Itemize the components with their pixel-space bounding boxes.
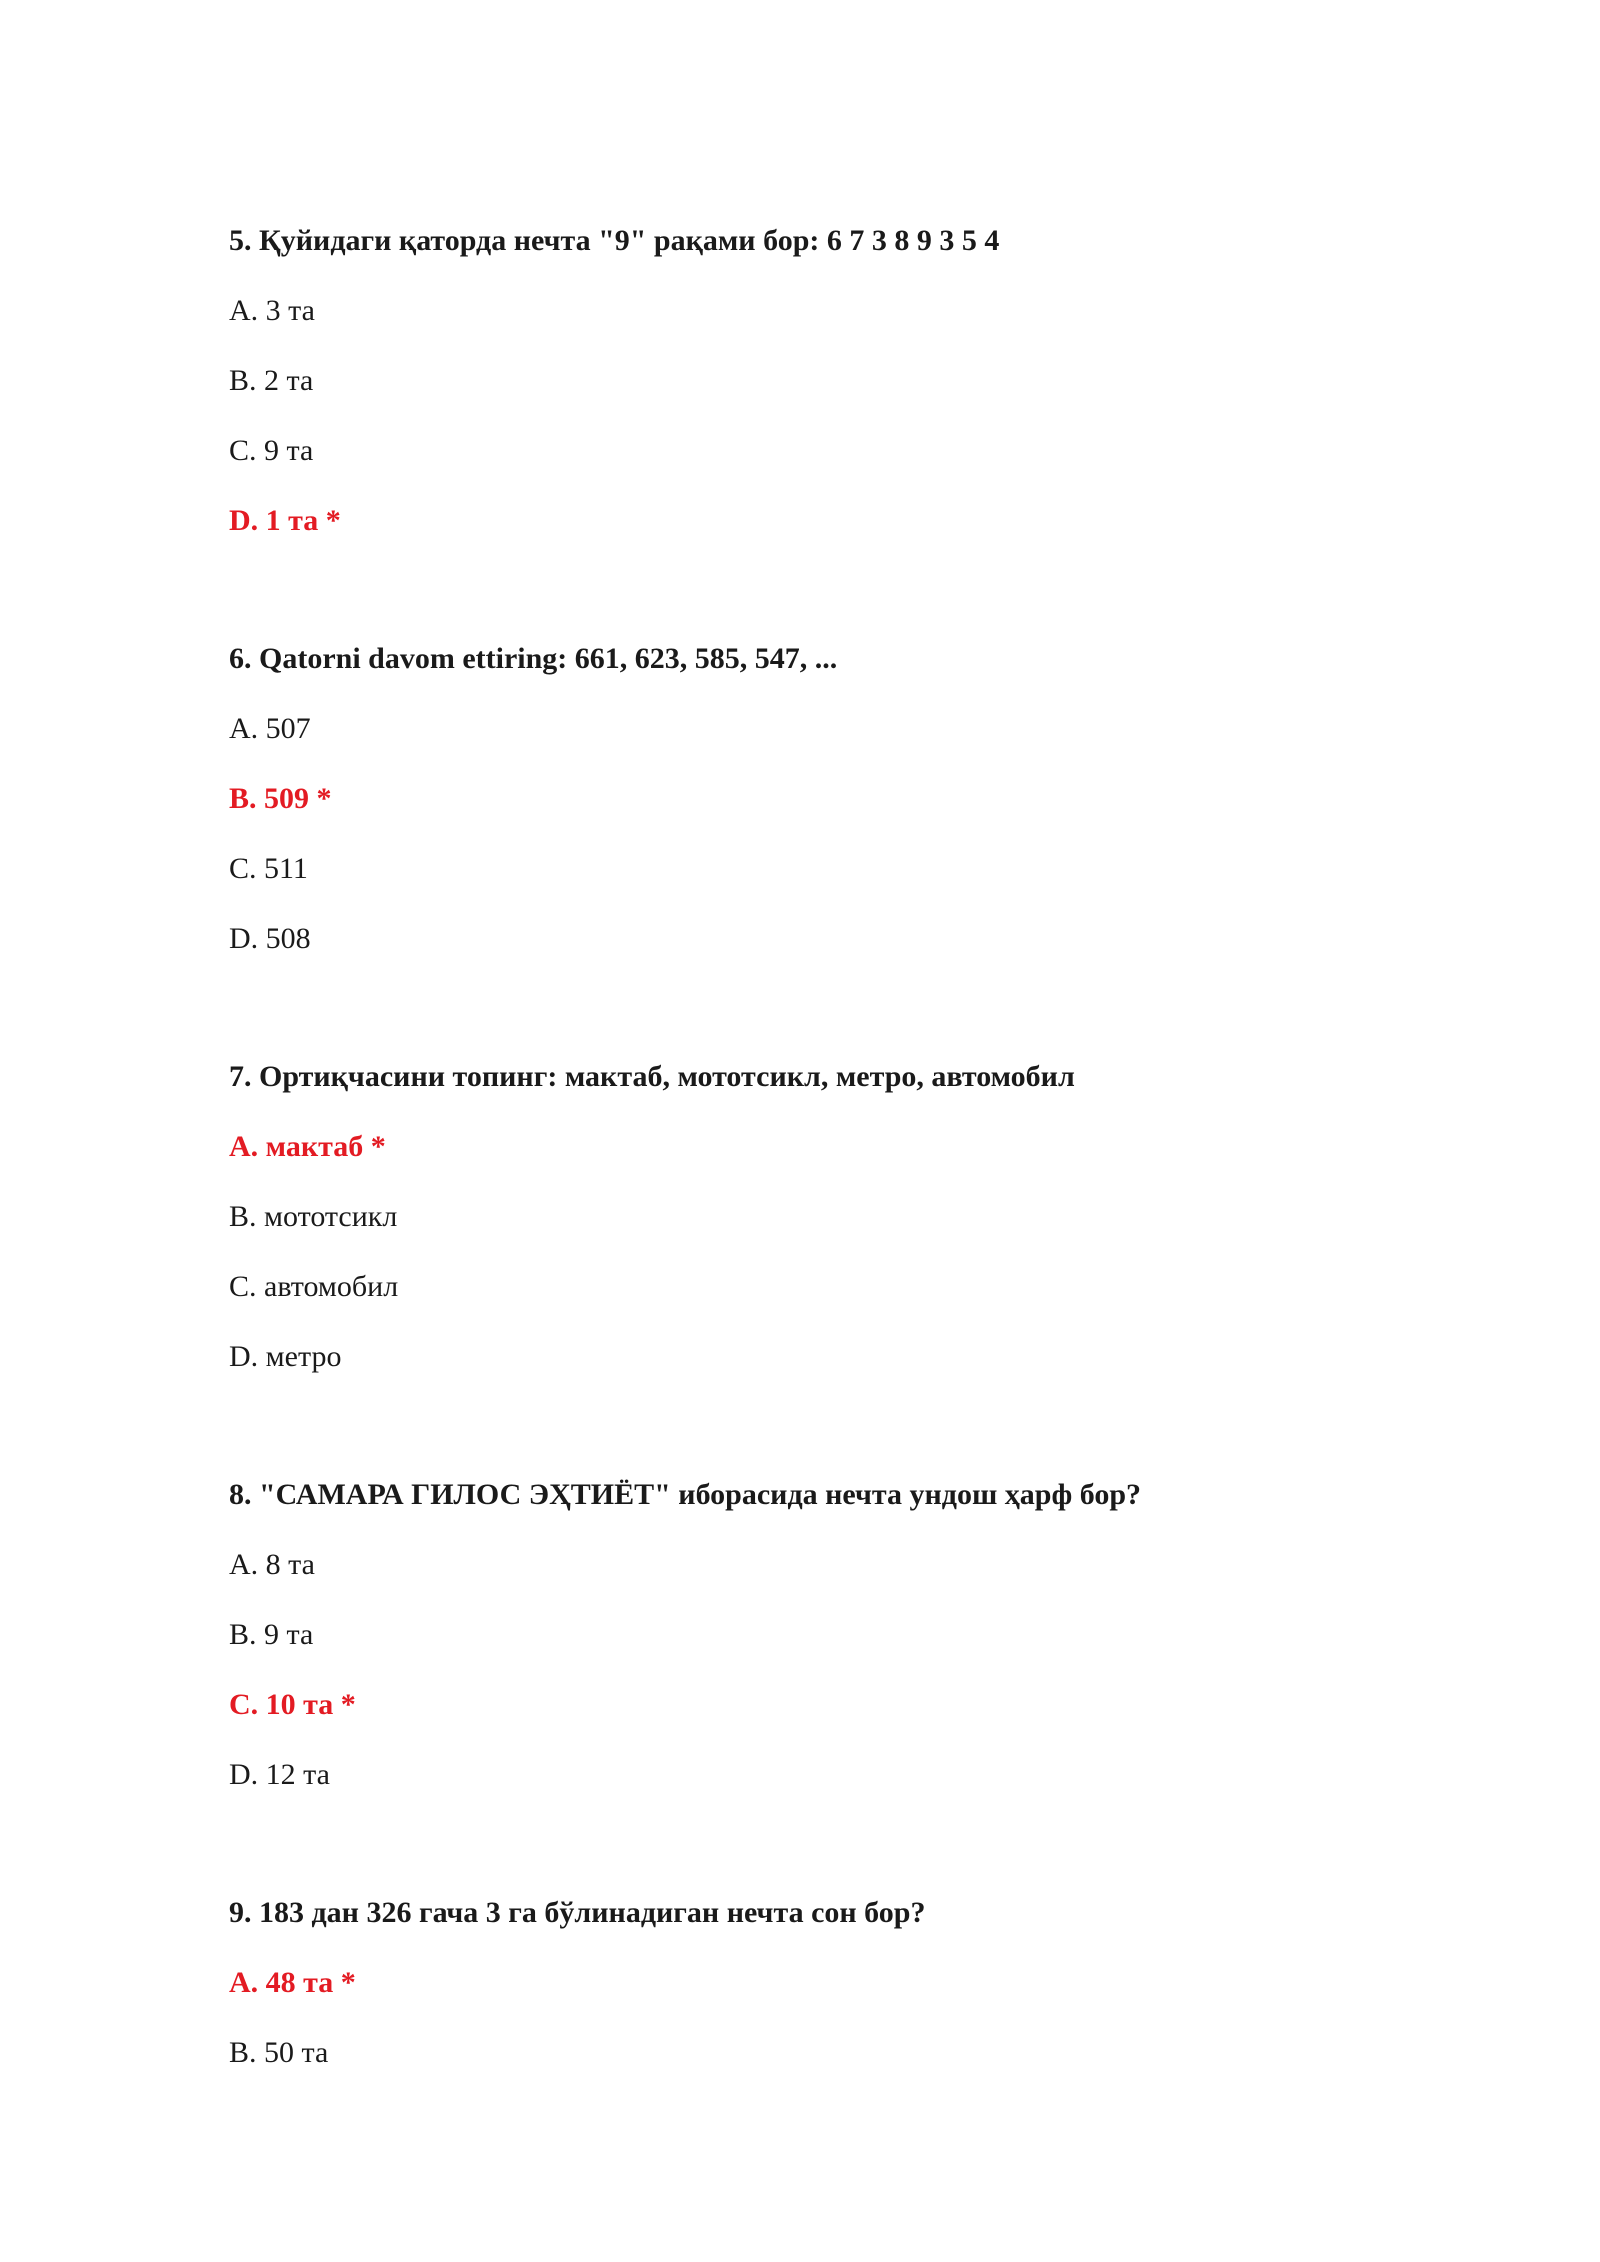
question-text: 6. Qatorni davom ettiring: 661, 623, 585, 547, ... (229, 642, 838, 675)
question-text: 7. Ортиқчасини топинг: мактаб, мототсикл, метро, автомобил (229, 1060, 1075, 1093)
option-b: B. мототсикл (229, 1200, 398, 1233)
option-c-correct: C. 10 та * (229, 1688, 356, 1721)
option-c: C. 511 (229, 852, 308, 885)
question-text: 8. "САМАРА ГИЛОС ЭҲТИЁТ" иборасида нечта ундош ҳарф бор? (229, 1478, 1142, 1511)
option-b: B. 9 та (229, 1618, 314, 1651)
question-5 (229, 223, 1429, 573)
question-7 (229, 1059, 1429, 1409)
option-b: B. 2 та (229, 364, 314, 397)
option-c: C. 9 та (229, 434, 314, 467)
option-a: A. 8 та (229, 1548, 315, 1581)
question-9 (229, 1895, 1429, 2105)
question-text: 9. 183 дан 326 гача 3 га бўлинадиган нечта сон бор? (229, 1896, 926, 1929)
option-c: C. автомобил (229, 1270, 399, 1303)
option-a: A. 3 та (229, 294, 315, 327)
option-d: D. 508 (229, 922, 311, 955)
option-d: D. метро (229, 1340, 342, 1373)
option-a-correct: A. 48 та * (229, 1966, 356, 1999)
question-6 (229, 641, 1429, 991)
question-8 (229, 1477, 1429, 1827)
option-b-correct: B. 509 * (229, 782, 332, 815)
option-a-correct: A. мактаб * (229, 1130, 386, 1163)
option-a: A. 507 (229, 712, 311, 745)
question-text: 5. Қуйидаги қаторда нечта "9" рақами бор: 6 7 3 8 9 3 5 4 (229, 224, 1000, 257)
option-b: B. 50 та (229, 2036, 329, 2069)
option-d-correct: D. 1 та * (229, 504, 341, 537)
option-d: D. 12 та (229, 1758, 330, 1791)
